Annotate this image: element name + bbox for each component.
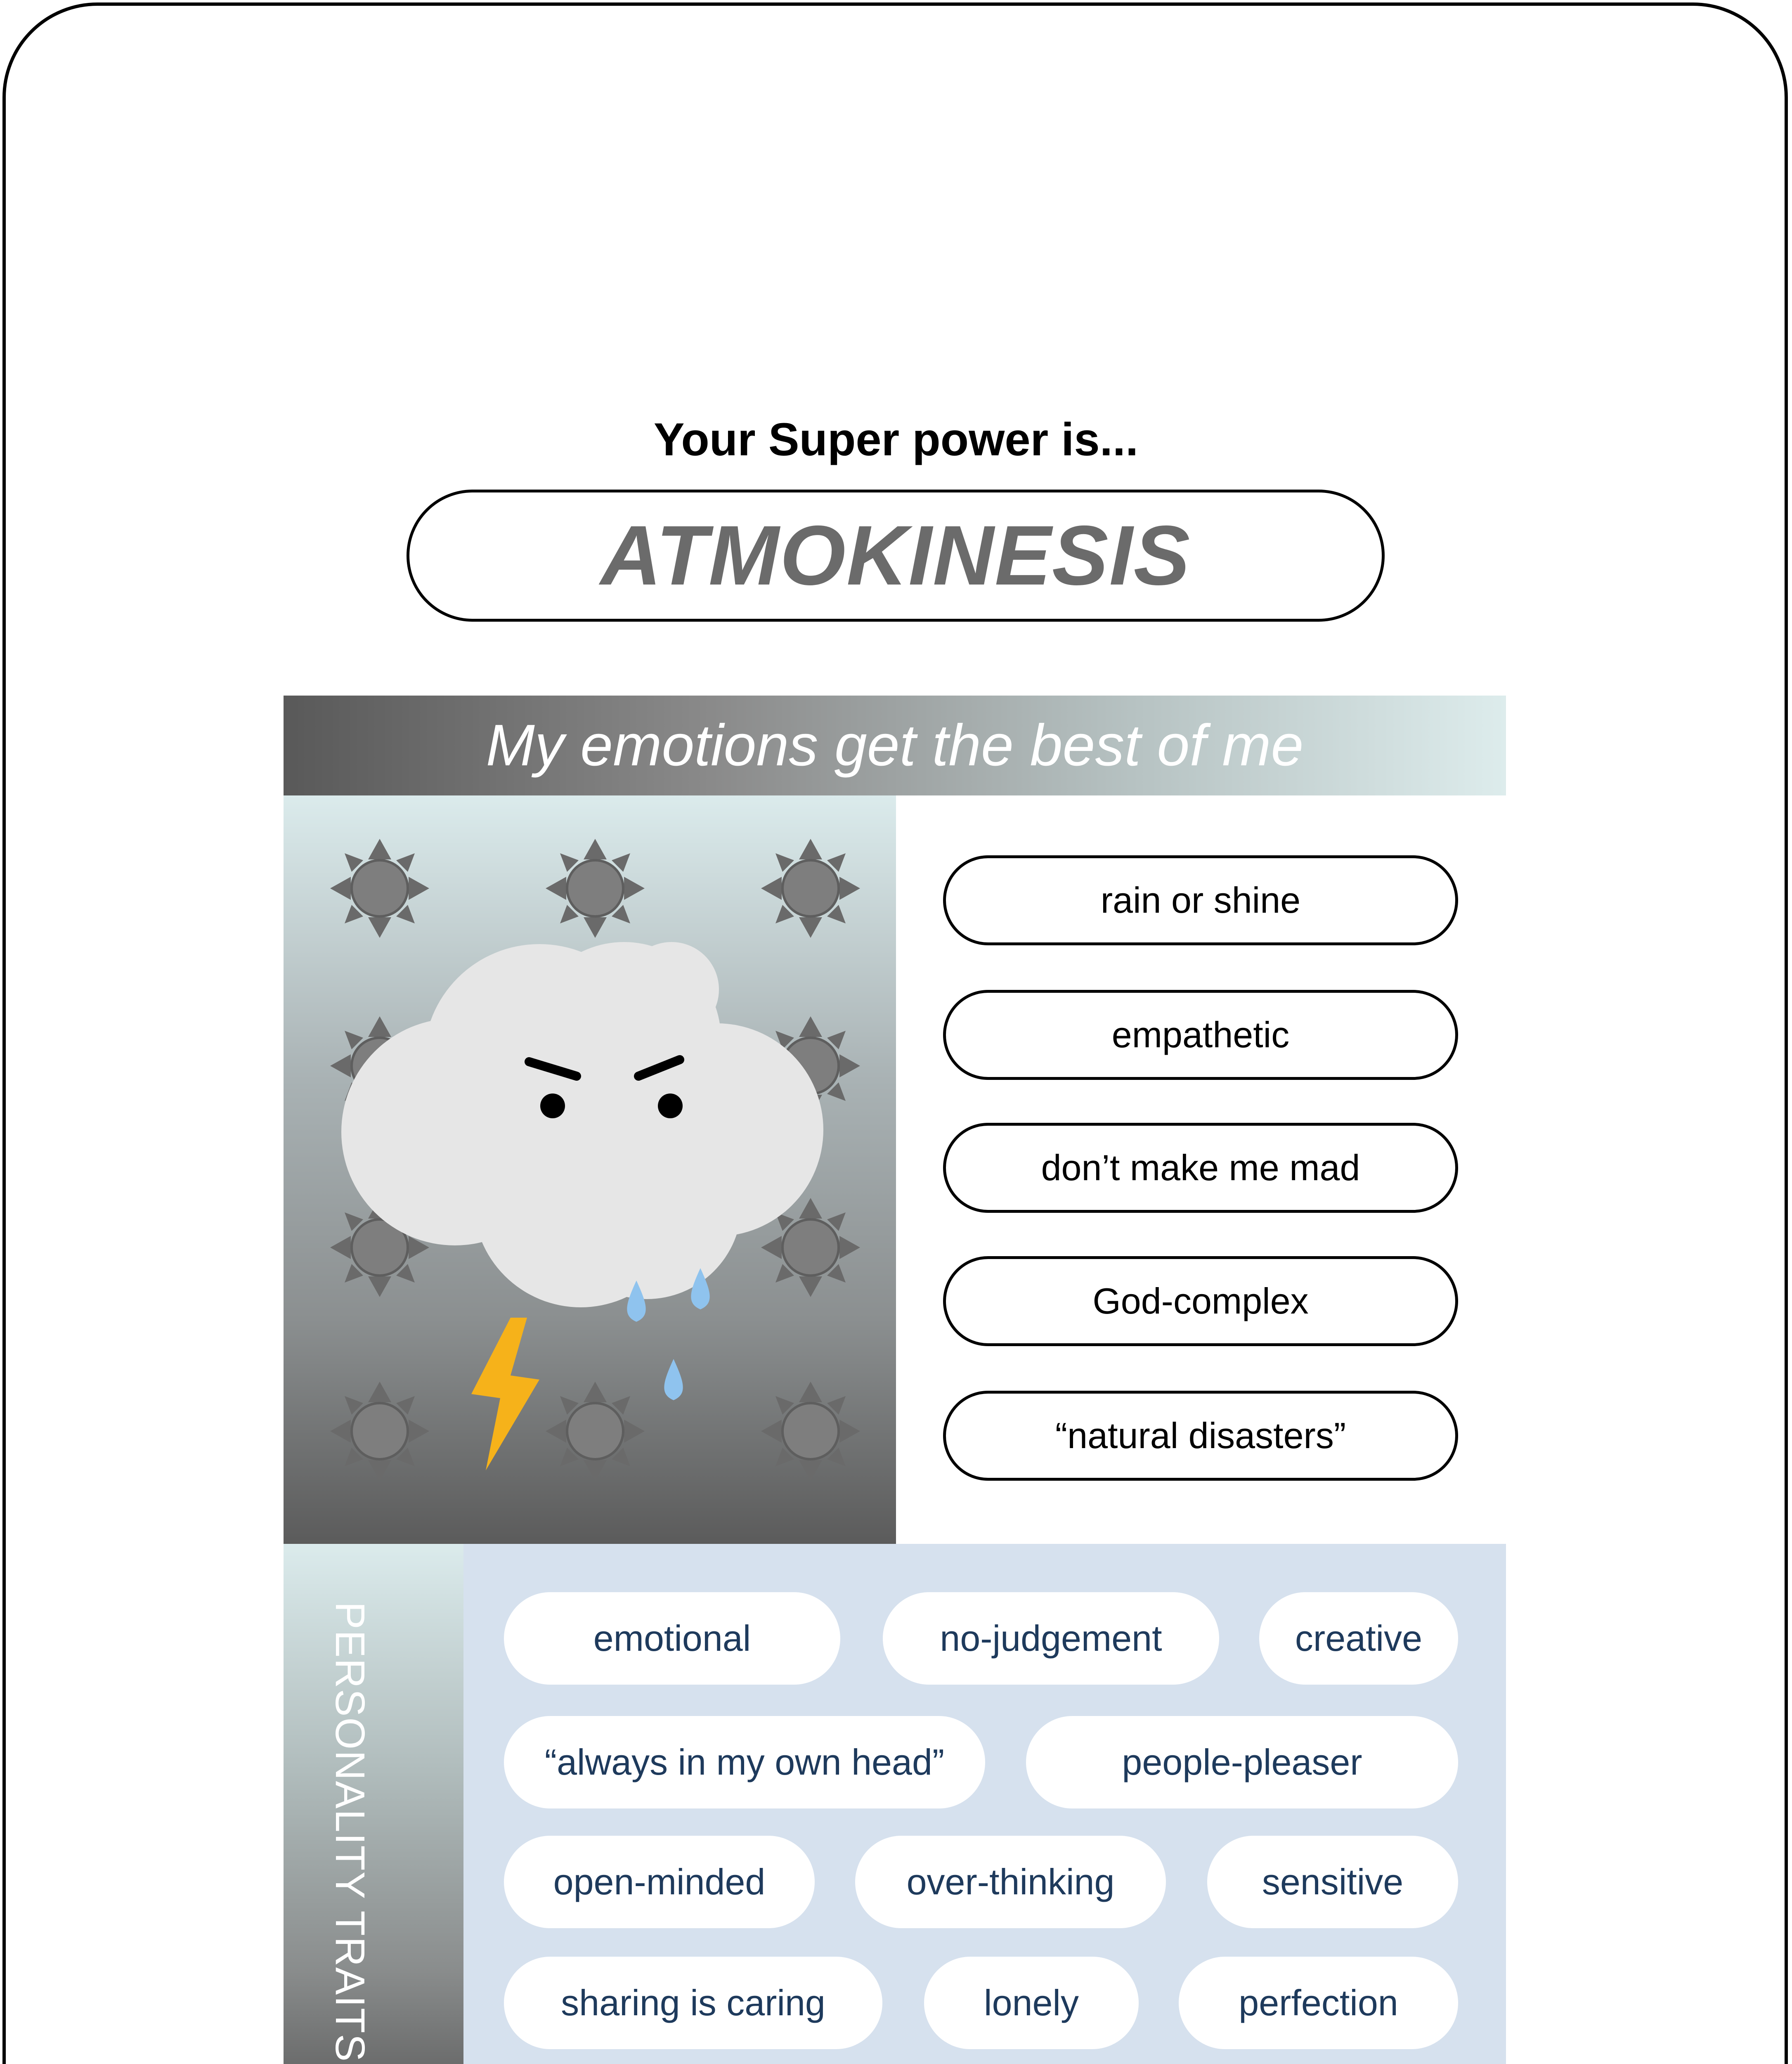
- lightning-bolt-icon: [471, 1318, 539, 1470]
- tagline-text: My emotions get the best of me: [486, 712, 1304, 778]
- sun-icon: [761, 839, 860, 938]
- sun-icon: [761, 1382, 860, 1481]
- trait-chip: creative: [1259, 1592, 1458, 1685]
- sun-icon: [330, 1382, 429, 1481]
- tagline-bar: [284, 696, 1506, 795]
- trait-chip: emotional: [504, 1592, 840, 1685]
- trait-pill: God-complex: [943, 1256, 1458, 1346]
- trait-pill: empathetic: [943, 990, 1458, 1080]
- intro-heading: Your Super power is...: [653, 414, 1139, 465]
- superpower-pill: [407, 490, 1385, 622]
- trait-chip: over-thinking: [855, 1836, 1166, 1928]
- personality-label: PERSONALITY TRAITS: [327, 1602, 373, 2062]
- trait-pill: rain or shine: [943, 855, 1458, 945]
- personality-sidebar: [284, 1544, 463, 2064]
- trait-pill: “natural disasters”: [943, 1391, 1458, 1481]
- trait-chip: no-judgement: [883, 1592, 1219, 1685]
- trait-chip: lonely: [924, 1957, 1139, 2049]
- trait-chip: perfection: [1179, 1957, 1458, 2049]
- sun-icon: [546, 839, 645, 938]
- weather-illustration: [284, 795, 896, 1544]
- trait-chip: open-minded: [504, 1836, 815, 1928]
- trait-chip: sharing is caring: [504, 1957, 882, 2049]
- trait-chip: “always in my own head”: [504, 1716, 985, 1808]
- sun-icon: [330, 839, 429, 938]
- trait-chip: people-pleaser: [1026, 1716, 1458, 1808]
- sun-icon: [546, 1382, 645, 1481]
- trait-chip: sensitive: [1207, 1836, 1458, 1928]
- trait-pill: don’t make me mad: [943, 1123, 1458, 1213]
- superpower-name: ATMOKINESIS: [600, 508, 1191, 603]
